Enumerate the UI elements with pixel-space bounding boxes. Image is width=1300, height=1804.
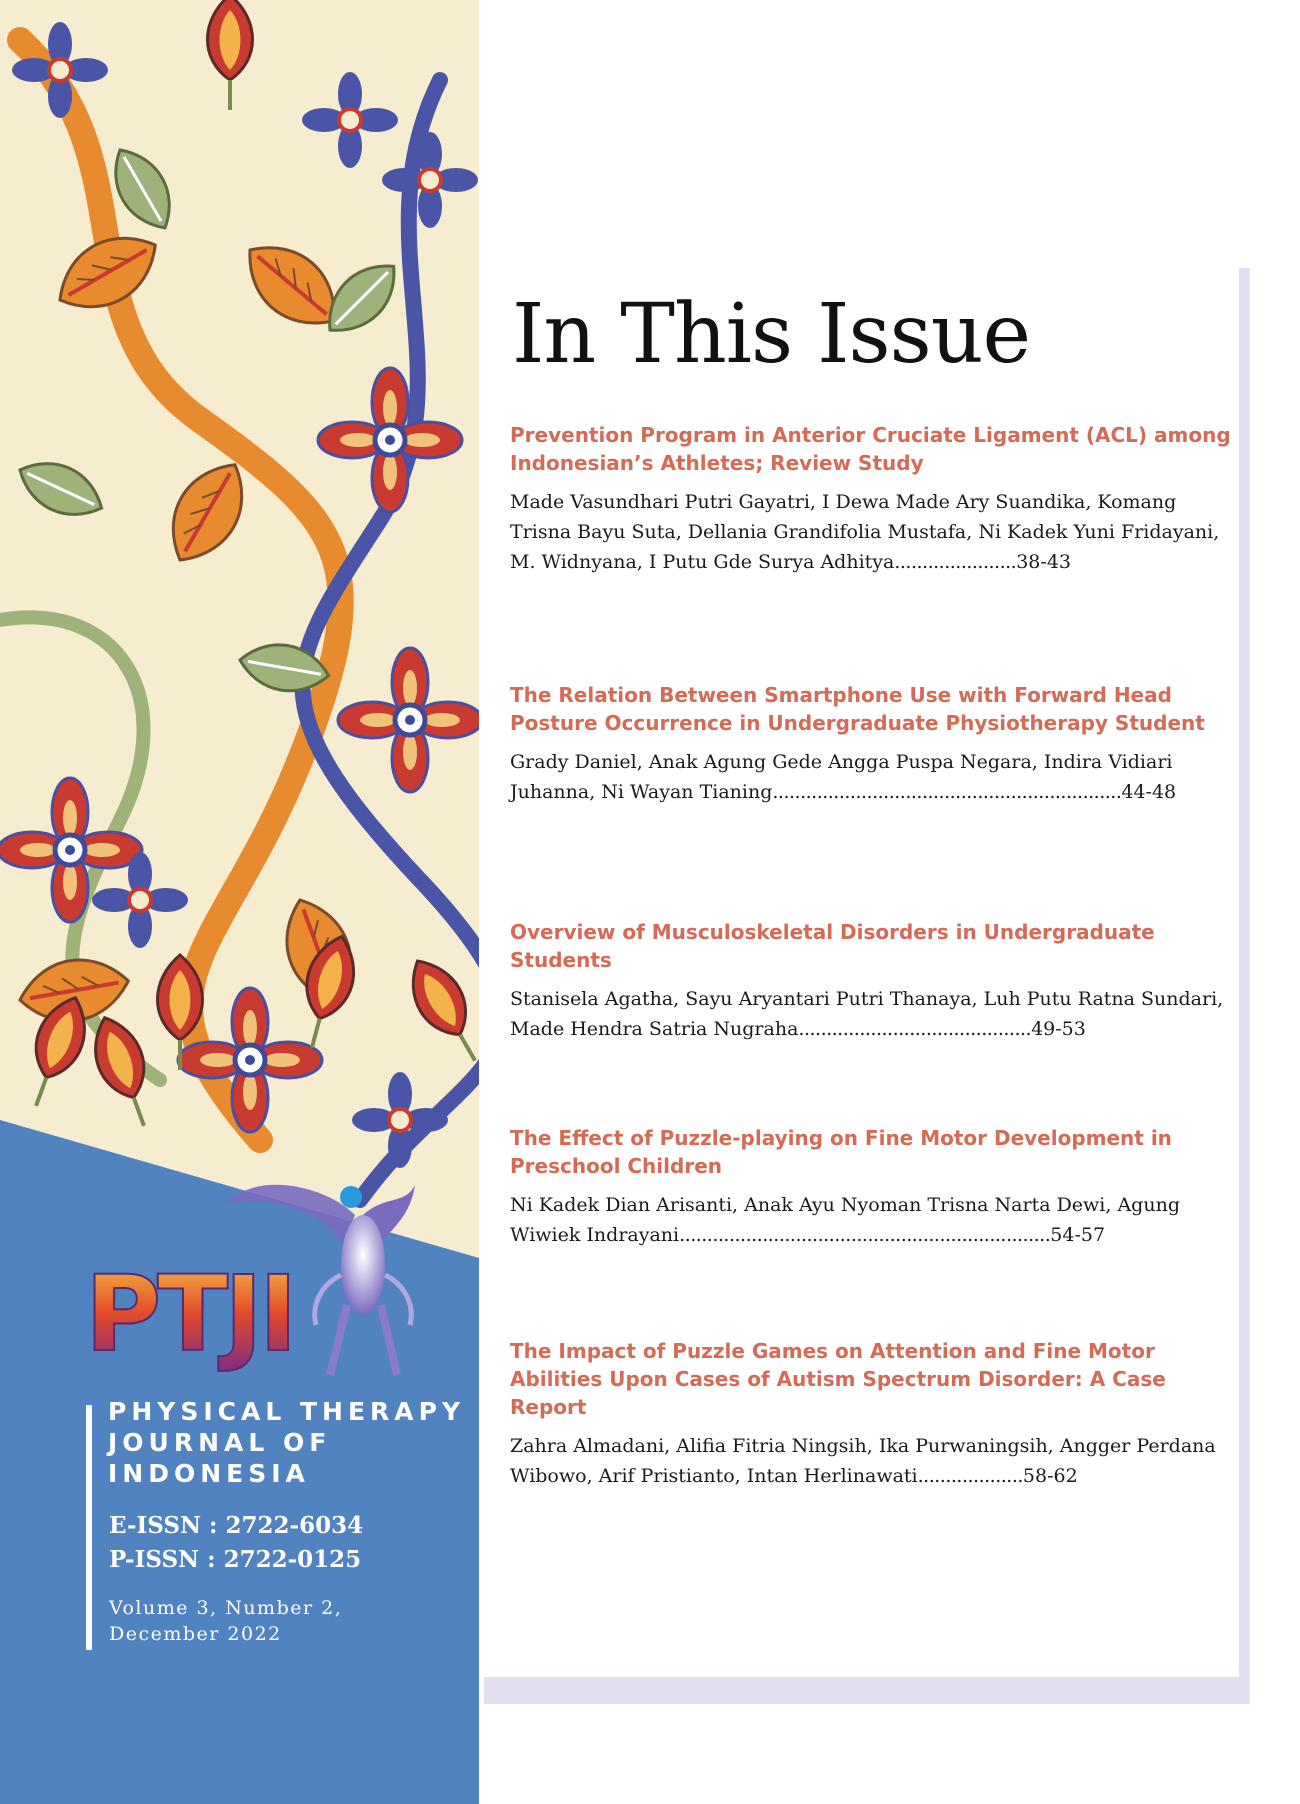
eissn-label: E-ISSN : 2722-6034	[109, 1512, 364, 1539]
floral-pattern-column	[0, 0, 479, 1804]
article-authors	[510, 1431, 1236, 1491]
journal-name-line-1: PHYSICAL THERAPY	[108, 1397, 466, 1426]
page-range	[894, 551, 1071, 573]
author-list: Made Vasundhari Putri Gayatri, I Dewa Made Ary Suandika, Komang Trisna Bayu Suta, Dellania Grandifolia Mustafa, Ni Kadek Yuni Fridayani, M. Widnyana, I Putu Gde Surya Adhitya	[510, 491, 1220, 573]
article-entry[interactable]	[510, 1337, 1236, 1491]
author-list: Ni Kadek Dian Arisanti, Anak Ayu Nyoman Trisna Narta Dewi, Agung Wiwiek Indrayani	[510, 1194, 1180, 1246]
article-title[interactable]: The Relation Between Smartphone Use with Forward Head Posture Occurrence in Undergraduate Physiotherapy Student	[510, 683, 1205, 735]
article-title[interactable]: Overview of Musculoskeletal Disorders in Undergraduate Students	[510, 920, 1155, 972]
article-authors	[510, 747, 1236, 807]
issue-date: December 2022	[109, 1623, 282, 1645]
leader-dots: ...............................................................	[772, 781, 1122, 803]
journal-name-line-3: INDONESIA	[108, 1459, 310, 1488]
page-numbers: 58-62	[1022, 1465, 1078, 1487]
article-authors	[510, 984, 1236, 1044]
page-numbers: 49-53	[1031, 1018, 1086, 1040]
article-entry[interactable]	[510, 1124, 1236, 1250]
article-title[interactable]: The Effect of Puzzle-playing on Fine Motor Development in Preschool Children	[510, 1126, 1172, 1178]
article-authors	[510, 487, 1236, 577]
page-range	[679, 1224, 1105, 1246]
volume-number: Volume 3, Number 2,	[109, 1597, 343, 1619]
leader-dots: ...................................................................	[679, 1224, 1051, 1246]
author-list: Stanisela Agatha, Sayu Aryantari Putri Thanaya, Luh Putu Ratna Sundari, Made Hendra Satria Nugraha	[510, 988, 1224, 1040]
article-authors	[510, 1190, 1236, 1250]
journal-name-line-2: JOURNAL OF	[108, 1428, 332, 1457]
article-entry[interactable]	[510, 918, 1236, 1044]
page-numbers: 44-48	[1121, 781, 1177, 803]
brand-accent-bar	[86, 1405, 92, 1650]
article-title[interactable]: Prevention Program in Anterior Cruciate Ligament (ACL) among Indonesian’s Athletes; Review Study	[510, 423, 1231, 475]
leader-dots: ......................	[894, 551, 1017, 573]
page-range	[918, 1465, 1078, 1487]
ptji-logo	[85, 1175, 425, 1395]
article-entry[interactable]	[510, 681, 1236, 807]
page-range	[772, 781, 1176, 803]
author-list: Zahra Almadani, Alifia Fitria Ningsih, Ika Purwaningsih, Angger Perdana Wibowo, Arif Pristianto, Intan Herlinawati	[510, 1435, 1216, 1487]
page-numbers: 38-43	[1016, 551, 1071, 573]
article-entry[interactable]	[510, 421, 1236, 577]
author-list: Grady Daniel, Anak Agung Gede Angga Puspa Negara, Indira Vidiari Juhanna, Ni Wayan Tianing	[510, 751, 1173, 803]
article-title[interactable]: The Impact of Puzzle Games on Attention and Fine Motor Abilities Upon Cases of Autism Spectrum Disorder: A Case Report	[510, 1339, 1166, 1419]
ptji-logo-text: PTJI	[85, 1253, 294, 1375]
leader-dots: ..........................................	[798, 1018, 1032, 1040]
leader-dots: ...................	[917, 1465, 1023, 1487]
pissn-label: P-ISSN : 2722-0125	[109, 1546, 362, 1573]
page-title: In This Issue	[512, 287, 1031, 382]
page-range	[798, 1018, 1085, 1040]
page-numbers: 54-57	[1050, 1224, 1106, 1246]
